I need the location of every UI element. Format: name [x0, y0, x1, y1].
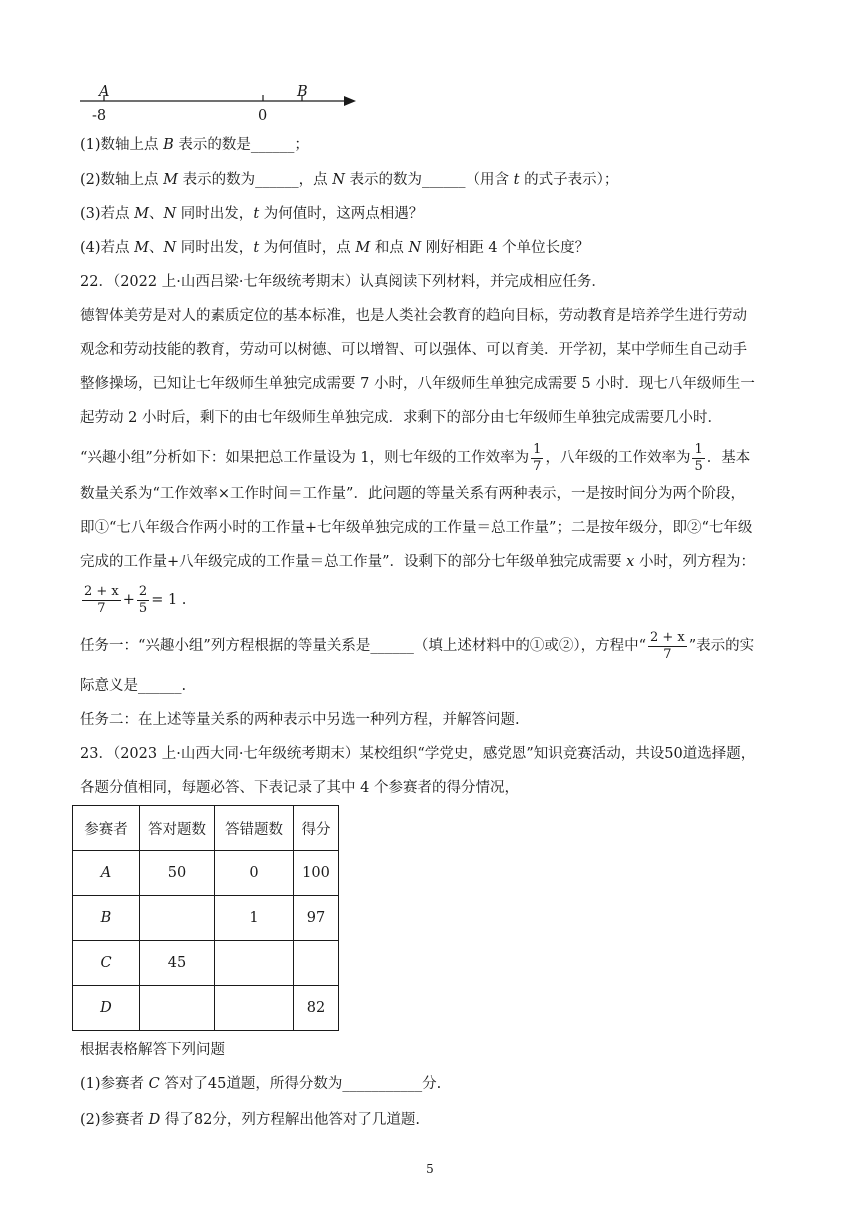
q21-part4: (4)若点 M、N 同时出发，t 为何值时，点 M 和点 N 刚好相距 4 个单位长度？: [80, 240, 590, 256]
q22-body-line3: 整修操场，已知让七年级师生单独完成需要 7 小时，八年级师生单独完成需要 5 小时．现七八年级师生一: [80, 376, 755, 392]
table-header-cell: 答对题数: [140, 806, 215, 851]
table-cell: 82: [294, 986, 339, 1031]
table-cell: 100: [294, 851, 339, 896]
q22-body-line6: 即①“七八年级合作两小时的工作量+七年级单独完成的工作量＝总工作量”；二是按年级分，即②“七年级: [80, 520, 753, 536]
table-header-cell: 得分: [294, 806, 339, 851]
q22-body-line5: 数量关系为“工作效率×工作时间＝工作量”．此问题的等量关系有两种表示，一是按时间分为两个阶段，: [80, 486, 745, 502]
q21-part3: (3)若点 M、N 同时出发，t 为何值时，这两点相遇？: [80, 206, 424, 222]
table-header-cell: 参赛者: [73, 806, 140, 851]
q23-part2: (2)参赛者 D 得了82分，列方程解出他答对了几道题.: [80, 1112, 420, 1128]
table-cell: 50: [140, 851, 215, 896]
table-row: [73, 851, 339, 896]
table-cell: 97: [294, 896, 339, 941]
q23-part1: (1)参赛者 C 答对了45道题，所得分数为___________分.: [80, 1076, 442, 1092]
table-cell: [140, 896, 215, 941]
q23-body: 各题分值相同，每题必答、下表记录了其中 4 个参赛者的得分情况，: [80, 780, 519, 796]
q22-body-line4: 起劳动 2 小时后，剩下的由七年级师生单独完成．求剩下的部分由七年级师生单独完成需要几小时．: [80, 410, 722, 426]
table-cell: [140, 986, 215, 1031]
task1-fraction: $\frac{2 + x}{7}$: [650, 629, 685, 662]
table-row: [73, 986, 339, 1031]
table-cell: 45: [140, 941, 215, 986]
table-row: [73, 941, 339, 986]
number-line: [78, 82, 378, 122]
q22-header: 22．（2022 上·山西吕梁·七年级统考期末）认真阅读下列材料，并完成相应任务．: [80, 274, 606, 290]
q23-header: 23．（2023 上·山西大同·七年级统考期末）某校组织“学党史，感党恩”知识竞赛活动，共设50道选择题，: [80, 746, 756, 762]
q22-equation: $\frac{2 + x}{7}$ + $\frac{2}{5}$ = 1 .: [84, 583, 187, 616]
table-cell: [294, 941, 339, 986]
q23-intro: 根据表格解答下列问题: [80, 1042, 225, 1058]
table-cell: B: [73, 896, 140, 941]
score-table: [72, 805, 339, 1031]
table-cell: A: [73, 851, 140, 896]
q22-body-line1: 德智体美劳是对人的素质定位的基本标准，也是人类社会教育的趋向目标，劳动教育是培养学生进行劳动: [80, 308, 747, 324]
q21-part2: (2)数轴上点 M 表示的数为______，点 N 表示的数为______（用含 t 的式子表示）；: [80, 172, 619, 188]
table-cell: 1: [215, 896, 294, 941]
q22-task1: 任务一：“兴趣小组”列方程根据的等量关系是______（填上述材料中的①或②），方程中“ $\frac{2 + x}{7}$ ”表示的实: [80, 629, 755, 662]
table-cell: [215, 986, 294, 1031]
point-a-label: A: [99, 84, 110, 100]
q22-task1-cont: 际意义是______.: [80, 678, 187, 694]
fraction-one-seventh: $\frac{1}{7}$: [533, 441, 542, 474]
equation-fraction-2-plus-x-over-7: $\frac{2 + x}{7}$: [84, 583, 119, 616]
q22-analysis-line: “兴趣小组”分析如下：如果把总工作量设为 1，则七年级的工作效率为 $\frac{1}{7}$ ，八年级的工作效率为 $\frac{1}{5}$ ．基本: [80, 441, 751, 474]
q21-part1: (1)数轴上点 B 表示的数是______；: [80, 137, 309, 153]
q22-body-line7: 完成的工作量+八年级完成的工作量＝总工作量”．设剩下的部分七年级单独完成需要 x 小时，列方程为：: [80, 554, 755, 570]
page-number: 5: [426, 1162, 434, 1176]
table-cell: 0: [215, 851, 294, 896]
table-cell: C: [73, 941, 140, 986]
table-cell: D: [73, 986, 140, 1031]
point-b-label: B: [297, 84, 308, 100]
table-header-row: [73, 806, 339, 851]
equation-fraction-2-over-5: $\frac{2}{5}$: [138, 583, 148, 616]
table-header-cell: 答错题数: [215, 806, 294, 851]
q22-task2: 任务二：在上述等量关系的两种表示中另选一种列方程，并解答问题.: [80, 712, 520, 728]
q22-body-line2: 观念和劳动技能的教育，劳动可以树德、可以增智、可以强体、可以育美．开学初，某中学师生自己动手: [80, 342, 747, 358]
tick-label-neg8: -8: [92, 108, 107, 124]
fraction-one-fifth: $\frac{1}{5}$: [694, 441, 703, 474]
table-cell: [215, 941, 294, 986]
tick-label-zero: 0: [258, 108, 268, 124]
table-row: [73, 896, 339, 941]
